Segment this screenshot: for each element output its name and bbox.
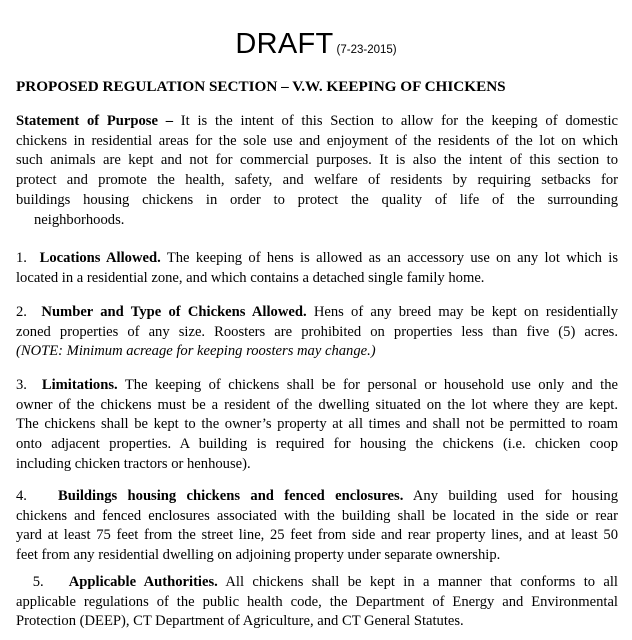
draft-date: (7-23-2015) <box>336 44 397 56</box>
document-title: PROPOSED REGULATION SECTION – V.W. KEEPING OF CHICKENS <box>16 78 506 95</box>
section-1-number: 1. <box>16 250 27 266</box>
section-5-authorities <box>16 573 618 632</box>
section-2-line-1: 2. Number and Type of Chickens Allowed. Hens of any breed may be kept on residentially <box>16 304 618 320</box>
statement-line-6: neighborhoods. <box>34 211 125 228</box>
section-1-line-2: located in a residential zone, and which contains a detached single family home. <box>16 269 485 286</box>
statement-line-5: buildings housing chickens in order to protect the quality of life of the surrounding <box>16 191 618 208</box>
section-1-locations <box>16 249 618 288</box>
section-1-line-1: 1. Locations Allowed. The keeping of hens is allowed as an accessory use on any lot which is <box>16 250 619 266</box>
section-4-line-4: feet from any residential dwelling on adjoining property under separate ownership. <box>16 547 501 564</box>
section-2-title: Number and Type of Chickens Allowed. <box>41 304 307 320</box>
statement-line-1: Statement of Purpose – It is the intent of this Section to allow for the keeping of domestic <box>16 113 619 129</box>
draft-label: DRAFT <box>235 28 334 60</box>
section-3-line-5: including chicken tractors or henhouse). <box>16 455 251 472</box>
section-2-note: (NOTE: Minimum acreage for keeping roosters may change.) <box>16 343 376 360</box>
section-2-number: 2. <box>16 304 27 320</box>
section-4-number: 4. <box>16 488 27 504</box>
section-3-line-1: 3. Limitations. The keeping of chickens shall be for personal or household use only and the <box>16 377 619 393</box>
section-5-number: 5. <box>32 574 44 590</box>
section-4-title: Buildings housing chickens and fenced enclosures. <box>57 488 404 504</box>
section-4-line-2: chickens and fenced enclosures associated with the building shall be located in the side or rear <box>16 507 618 524</box>
draft-header <box>0 28 632 61</box>
section-2-number-type <box>16 303 618 362</box>
section-1-title: Locations Allowed. <box>39 250 161 266</box>
section-5-line-2: applicable regulations of the public health code, the Department of Energy and Environmental <box>16 593 618 610</box>
section-3-title: Limitations. <box>41 377 118 393</box>
section-5-title: Applicable Authorities. <box>68 574 218 590</box>
section-3-line-2: owner of the chickens must be a resident of the dwelling situated on the lot where they are kept. <box>16 396 618 413</box>
section-5-line-3: Protection (DEEP), CT Department of Agriculture, and CT General Statutes. <box>16 613 464 630</box>
section-4-buildings <box>16 487 618 566</box>
section-2-line-2: zoned properties of any size. Roosters are prohibited on properties less than five (5) acres. <box>16 323 618 340</box>
section-3-line-4: onto adjacent properties. A building is required for housing the chickens (i.e. chicken coop <box>16 436 618 453</box>
statement-line-4: protect and promote the health, safety, and welfare of residents by requiring setbacks for <box>16 172 618 189</box>
statement-line-2: chickens in residential areas for the sole use and enjoyment of the residents of the lot on which <box>16 132 618 149</box>
section-4-line-3: yard at least 75 feet from the street line, 25 feet from side and rear property lines, and at least 50 <box>16 527 618 544</box>
statement-label: Statement of Purpose – <box>16 113 174 129</box>
statement-of-purpose <box>16 112 618 230</box>
section-5-line-1: 5. Applicable Authorities. All chickens shall be kept in a manner that conforms to all <box>32 574 618 590</box>
section-3-line-3: The chickens shall be kept to the owner’s property at all times and shall not be permitted to roam <box>16 416 618 433</box>
section-3-number: 3. <box>16 377 27 393</box>
section-4-line-1: 4. Buildings housing chickens and fenced enclosures. Any building used for housing <box>16 488 618 504</box>
statement-line-3: such animals are kept and not for commercial purposes. It is also the intent of this section to <box>16 152 618 169</box>
section-3-limitations <box>16 376 618 475</box>
